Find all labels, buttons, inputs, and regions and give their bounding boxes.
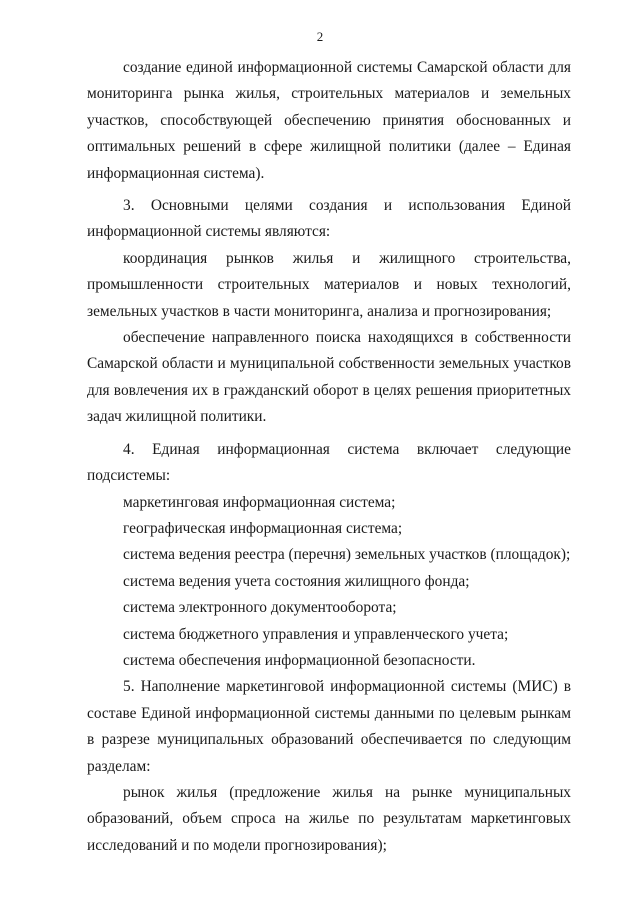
- list-item: система бюджетного управления и управленческого учета;: [123, 625, 509, 643]
- paragraph: создание единой информационной системы Самарской области для мониторинга рынка жилья, строительных материалов и земельных участков, способствующей обеспечению принятия обоснованных и оптимальных решений в сфере жилищной политики (далее – Единая информационная система).: [87, 59, 571, 182]
- paragraph: координация рынков жилья и жилищного строительства, промышленности строительных материалов и новых технологий, земельных участков в части мониторинга, анализа и прогнозирования;: [87, 249, 571, 320]
- page-number: 2: [316, 29, 324, 44]
- paragraph: 4. Единая информационная система включает следующие подсистемы:: [87, 440, 571, 485]
- list-item: система обеспечения информационной безопасности.: [123, 651, 476, 669]
- paragraph: 3. Основными целями создания и использования Единой информационной системы являются:: [87, 197, 571, 241]
- document-body: [87, 55, 571, 859]
- paragraph: 5. Наполнение маркетинговой информационной системы (МИС) в составе Единой информационной системы данными по целевым рынкам в разрезе муниципальных образований обеспечивается по следующим разделам:: [87, 678, 571, 775]
- subsystem-list: [87, 490, 571, 675]
- list-item: маркетинговая информационная система;: [123, 493, 396, 511]
- list-item: географическая информационная система;: [123, 519, 403, 537]
- list-item: система электронного документооборота;: [123, 599, 397, 617]
- list-item: система ведения реестра (перечня) земельных участков (площадок);: [123, 546, 571, 564]
- paragraph: обеспечение направленного поиска находящихся в собственности Самарской области и муниципальной собственности земельных участков для вовлечения их в гражданский оборот в целях решения приоритетных задач жилищной политики.: [87, 329, 571, 426]
- list-item: система ведения учета состояния жилищного фонда;: [123, 572, 470, 590]
- paragraph: рынок жилья (предложение жилья на рынке муниципальных образований, объем спроса на жилье по результатам маркетинговых исследований и по модели прогнозирования);: [87, 783, 571, 854]
